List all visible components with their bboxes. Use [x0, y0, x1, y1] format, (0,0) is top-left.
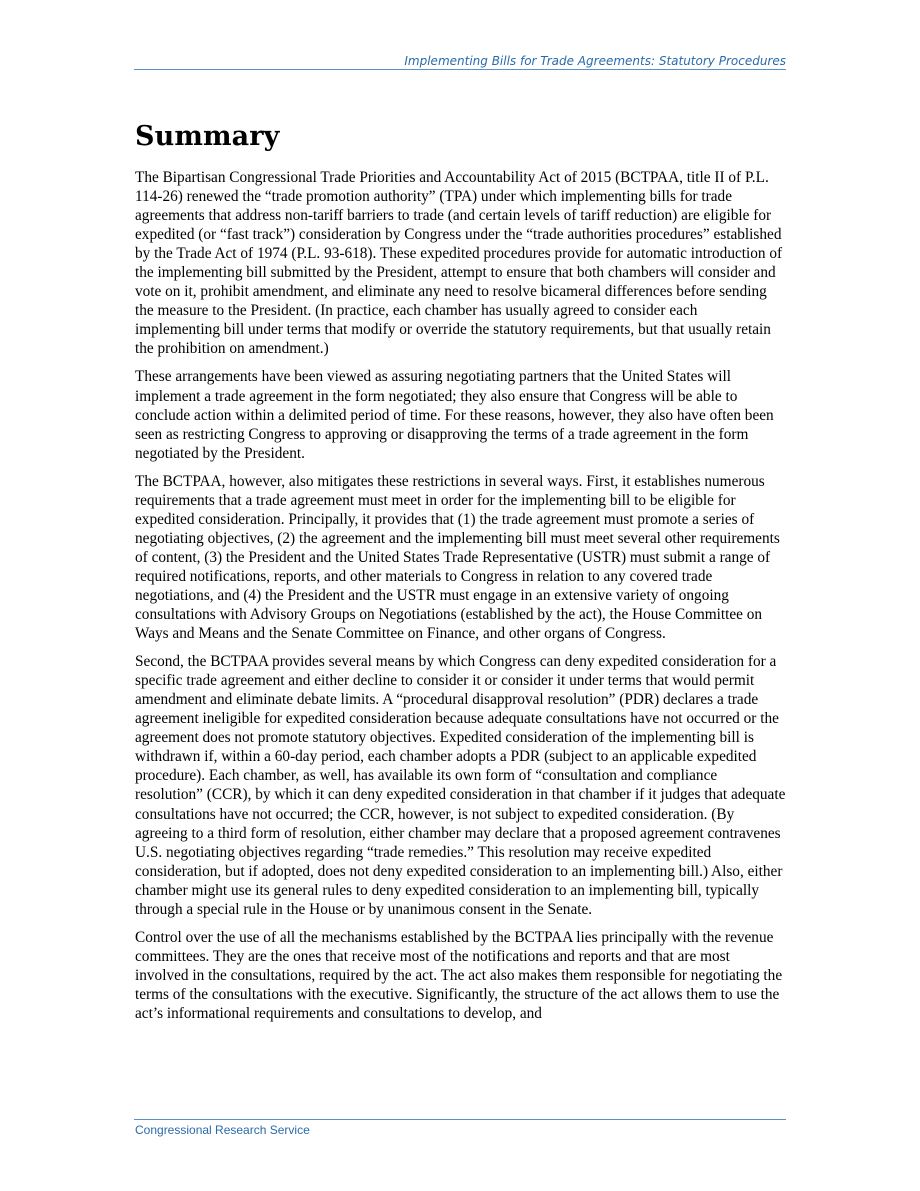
footer-divider — [134, 1119, 786, 1120]
footer-publisher: Congressional Research Service — [135, 1123, 310, 1137]
running-header-title: Implementing Bills for Trade Agreements: Statutory Procedures — [404, 54, 786, 68]
page-title: Summary — [135, 121, 280, 152]
summary-paragraph-1: The Bipartisan Congressional Trade Priorities and Accountability Act of 2015 (BCTPAA, title II of P.L. 114-26) renewed the “trade promotion authority” (TPA) under which implementing bills for trade agreements that address non-tariff barriers to trade (and certain levels of tariff reduction) are eligible for expedited (or “fast track”) consideration by Congress under the “trade authorities procedures” established by the Trade Act of 1974 (P.L. 93-618). These expedited procedures provide for automatic introduction of the implementing bill submitted by the President, attempt to ensure that both chambers will consider and vote on it, prohibit amendment, and eliminate any need to resolve bicameral differences before sending the measure to the President. (In practice, each chamber has usually agreed to consider each implementing bill under terms that modify or override the statutory requirements, but that usually retain the prohibition on amendment.) — [135, 169, 783, 358]
summary-paragraph-2: These arrangements have been viewed as assuring negotiating partners that the United States will implement a trade agreement in the form negotiated; they also ensure that Congress will be able to conclude action within a delimited period of time. For these reasons, however, they also have often been seen as restricting Congress to approving or disapproving the terms of a trade agreement in the form negotiated by the President. — [135, 368, 774, 462]
summary-paragraph-4: Second, the BCTPAA provides several means by which Congress can deny expedited consideration for a specific trade agreement and either decline to consider it or consider it under terms that would permit amendment and eliminate debate limits. A “procedural disapproval resolution” (PDR) declares a trade agreement ineligible for expedited consideration because adequate consultations have not occurred or the agreement does not promote statutory objectives. Expedited consideration of the implementing bill is withdrawn if, within a 60-day period, each chamber adopts a PDR (subject to an applicable expedited procedure). Each chamber, as well, has available its own form of “consultation and compliance resolution” (CCR), by which it can deny expedited consideration in that chamber if it judges that adequate consultations have not occurred; the CCR, however, is not subject to expedited consideration. (By agreeing to a third form of resolution, either chamber may declare that a proposed agreement contravenes U.S. negotiating objectives regarding “trade remedies.” This resolution may receive expedited consideration, but if adopted, does not deny expedited consideration to an implementing bill.) Also, either chamber might use its general rules to deny expedited consideration to an implementing bill, typically through a special rule in the House or by unanimous consent in the Senate. — [135, 653, 786, 918]
summary-paragraph-3: The BCTPAA, however, also mitigates these restrictions in several ways. First, it establishes numerous requirements that a trade agreement must meet in order for the implementing bill to be eligible for expedited consideration. Principally, it provides that (1) the trade agreement must promote a series of negotiating objectives, (2) the agreement and the implementing bill must meet several other requirements of content, (3) the President and the United States Trade Representative (USTR) must submit a range of required notifications, reports, and other materials to Congress in relation to any covered trade negotiations, and (4) the President and the USTR must engage in an extensive variety of ongoing consultations with Advisory Groups on Negotiations (established by the act), the House Committee on Ways and Means and the Senate Committee on Finance, and other organs of Congress. — [135, 472, 780, 643]
summary-paragraph-5: Control over the use of all the mechanisms established by the BCTPAA lies principally with the revenue committees. They are the ones that receive most of the notifications and reports and that are most involved in the consultations, required by the act. The act also makes them responsible for negotiating the terms of the consultations with the executive. Significantly, the structure of the act allows them to use the act’s informational requirements and consultations to develop, and — [135, 928, 783, 1022]
header-divider — [134, 69, 786, 70]
summary-body — [135, 168, 786, 1032]
